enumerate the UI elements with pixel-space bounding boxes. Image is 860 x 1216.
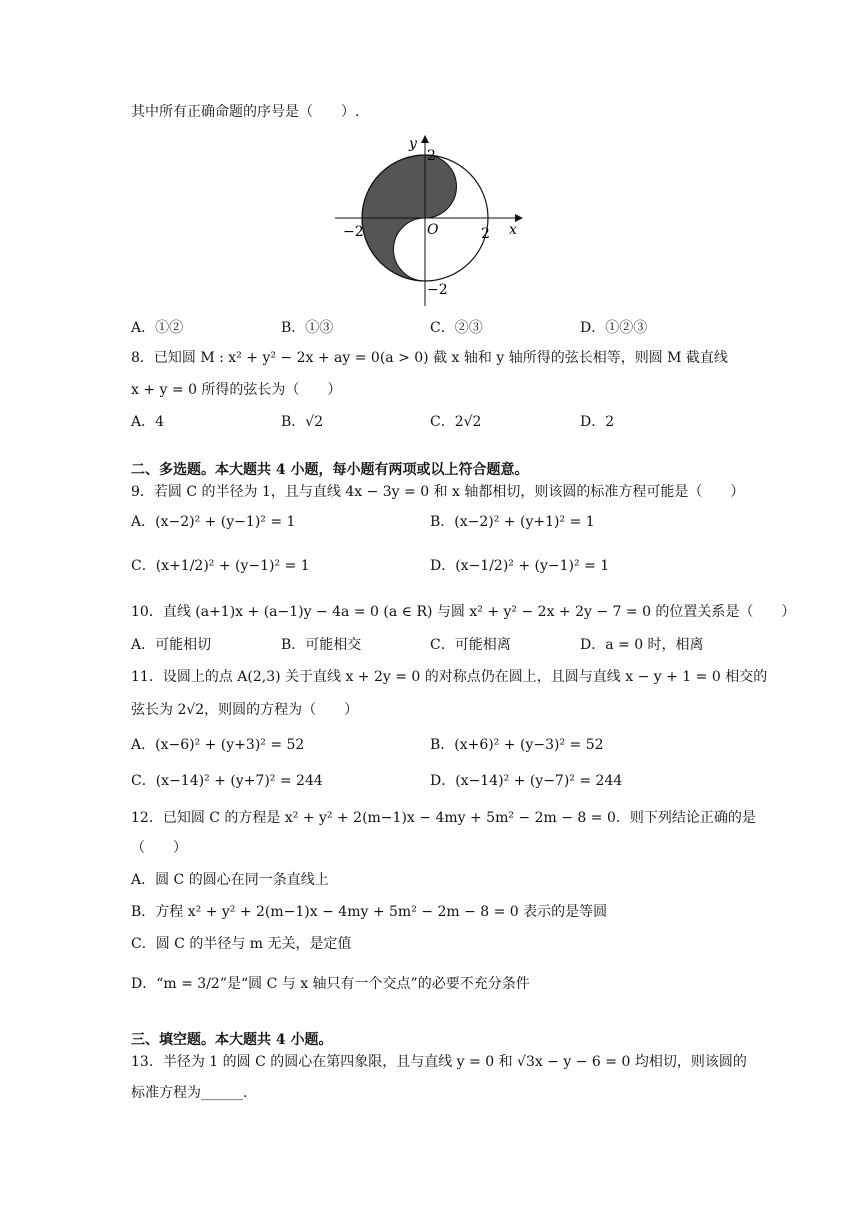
q11-option-b: B．(x+6)² + (y−3)² = 52 (430, 737, 604, 753)
q10-stem: 10．直线 (a+1)x + (a−1)y − 4a = 0 (a ∈ R) 与圆 x² + y² − 2x + 2y − 7 = 0 的位置关系是（ ） (131, 604, 796, 620)
q11-stem-line2: 弦长为 2√2，则圆的方程为（ ） (131, 702, 359, 718)
q12-option-c: C．圆 C 的半径与 m 无关，是定值 (131, 936, 352, 952)
q8-stem-line1: 8．已知圆 M : x² + y² − 2x + ay = 0(a > 0) 截 x 轴和 y 轴所得的弦长相等，则圆 M 截直线 (131, 350, 728, 366)
q13-stem-line2: 标准方程为______. (131, 1085, 248, 1101)
q11-option-a: A．(x−6)² + (y+3)² = 52 (131, 737, 305, 753)
section-3-heading: 三、填空题。本大题共 4 小题。 (131, 1032, 333, 1048)
q9-option-a: A．(x−2)² + (y−1)² = 1 (131, 514, 296, 530)
q7-option-d: D．①②③ (580, 320, 648, 336)
q9-option-b: B．(x−2)² + (y+1)² = 1 (430, 514, 595, 530)
q8-option-d: D．2 (580, 414, 615, 430)
q12-option-b: B．方程 x² + y² + 2(m−1)x − 4my + 5m² − 2m − 8 = 0 表示的是等圆 (131, 904, 608, 920)
q8-stem-line2: x + y = 0 所得的弦长为（ ） (131, 382, 342, 398)
q8-option-b: B．√2 (281, 414, 324, 430)
tick-pos-y: 2 (427, 148, 436, 164)
q9-option-d: D．(x−1/2)² + (y−1)² = 1 (430, 558, 610, 574)
q9-option-c: C．(x+1/2)² + (y−1)² = 1 (131, 558, 310, 574)
q12-option-a: A．圆 C 的圆心在同一条直线上 (131, 872, 329, 888)
q11-stem-line1: 11．设圆上的点 A(2,3) 关于直线 x + 2y = 0 的对称点仍在圆上，且圆与直线 x − y + 1 = 0 相交的 (131, 669, 768, 685)
q10-option-b: B．可能相交 (281, 637, 362, 653)
section-2-heading: 二、多选题。本大题共 4 小题，每小题有两项或以上符合题意。 (131, 462, 529, 478)
q8-option-a: A．4 (131, 414, 165, 430)
q7-option-b: B．①③ (281, 320, 334, 336)
q13-stem-line1: 13．半径为 1 的圆 C 的圆心在第四象限，且与直线 y = 0 和 √3x − y − 6 = 0 均相切，则该圆的 (131, 1054, 747, 1070)
tick-neg-y: −2 (427, 282, 448, 298)
tick-neg-x: −2 (343, 224, 364, 240)
tick-pos-x: 2 (481, 226, 490, 242)
q11-option-c: C．(x−14)² + (y+7)² = 244 (131, 773, 323, 789)
y-axis-label: y (409, 136, 417, 152)
question-7-stem-end: 其中所有正确命题的序号是（ ）. (131, 104, 360, 120)
q12-option-d: D．“m = 3/2”是“圆 C 与 x 轴只有一个交点”的必要不充分条件 (131, 976, 530, 992)
circle-figure (330, 130, 530, 308)
q8-option-c: C．2√2 (430, 414, 482, 430)
origin-label: O (427, 222, 439, 238)
q7-option-c: C．②③ (430, 320, 483, 336)
q10-option-a: A．可能相切 (131, 637, 212, 653)
q11-option-d: D．(x−14)² + (y−7)² = 244 (430, 773, 623, 789)
x-axis-label: x (509, 222, 517, 238)
q12-stem-line1: 12．已知圆 C 的方程是 x² + y² + 2(m−1)x − 4my + 5m² − 2m − 8 = 0．则下列结论正确的是 (131, 810, 756, 826)
q7-option-a: A．①② (131, 320, 184, 336)
q10-option-c: C．可能相离 (430, 637, 511, 653)
q10-option-d: D．a = 0 时，相离 (580, 637, 704, 653)
q12-stem-line2: （ ） (131, 840, 187, 856)
q9-stem: 9．若圆 C 的半径为 1，且与直线 4x − 3y = 0 和 x 轴都相切，则该圆的标准方程可能是（ ） (131, 484, 745, 500)
